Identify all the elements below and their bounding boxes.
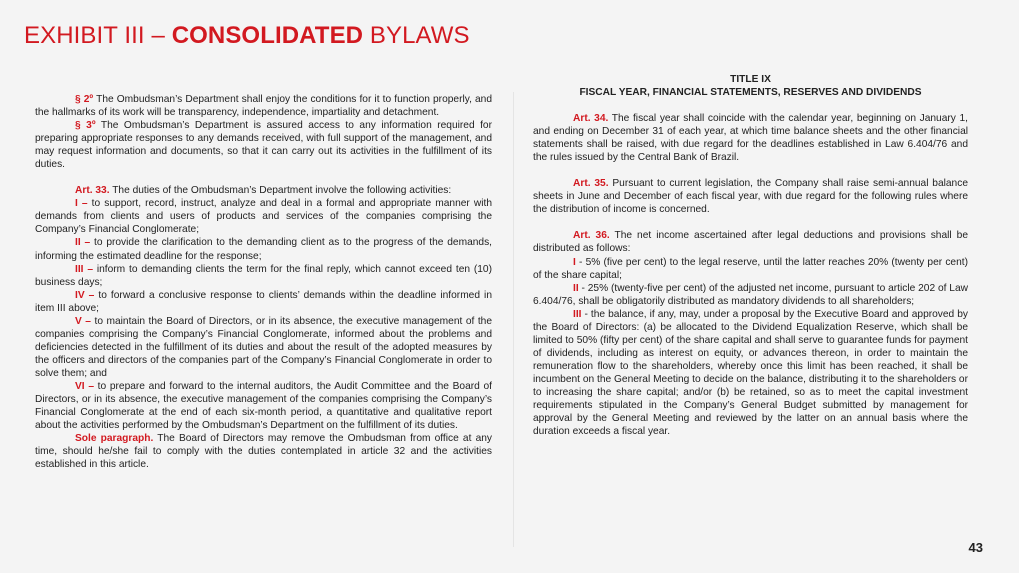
text: The Ombudsman’s Department shall enjoy the conditions for it to function properly, and the hallmarks of its work will be transparency, independence, impartiality and detachment. (35, 94, 493, 119)
item-ii (533, 282, 968, 308)
spacer (533, 99, 968, 112)
title-bold: CONSOLIDATED (171, 22, 364, 49)
spacer (533, 164, 968, 177)
article-35 (533, 177, 968, 216)
label: III – (75, 263, 94, 275)
paragraph-3 (35, 119, 492, 171)
column-divider (513, 92, 514, 547)
text: The fiscal year shall coincide with the calendar year, beginning on January 1, and ending on December 31 of each year, at which time balance sheets and the other financial statements shall be raised, with due regard for the deadlines established in Law 6.404/76 and the rules issued by the Central Bank of Brazil. (533, 113, 968, 164)
item-i (533, 256, 968, 282)
text: to forward a conclusive response to clients’ demands within the deadline informed in item III above; (35, 289, 492, 314)
spacer (35, 171, 492, 184)
text: - 5% (five per cent) to the legal reserve, until the latter reaches 20% (twenty per cent) of the share capital; (533, 256, 968, 281)
item-iii (35, 263, 492, 289)
article-33 (35, 184, 492, 197)
text: The Board of Directors may remove the Ombudsman from office at any time, should he/she fail to comply with the duties contemplated in article 32 and the activities established in this article. (35, 433, 492, 471)
item-iii (533, 308, 968, 438)
item-v (35, 315, 492, 380)
text: The net income ascertained after legal deductions and provisions shall be distributed as follows: (533, 230, 968, 255)
label: I (573, 256, 576, 268)
label: Sole paragraph. (75, 433, 154, 445)
section-subtitle: FISCAL YEAR, FINANCIAL STATEMENTS, RESERVES AND DIVIDENDS (579, 87, 922, 99)
text: The Ombudsman’s Department is assured access to any information required for preparing appropriate responses to any demands received, with full support of the management, and may request information and documents, so that it can carry out its activities in the fulfillment of its duties. (35, 120, 492, 171)
text: to maintain the Board of Directors, or in its absence, the executive management of the companies comprising the Company’s Financial Conglomerate, informed about the problems and deficiencies detected in the fulfillment of its duties and about the result of the adopted measures by the officers and directors of the companies part of the Company’s Financial Conglomerate in order to solve them; and (35, 315, 492, 379)
text: Pursuant to current legislation, the Company shall raise semi-annual balance sheets in June and December of each fiscal year, with due regard for the following rules where the distribution of income is concerned. (533, 178, 968, 216)
section-title: TITLE IX (730, 74, 771, 85)
text: to support, record, instruct, analyze and deal in a formal and appropriate manner with demands from clients and users of products and services of the companies comprising the Company’s Financial Conglomerate; (35, 198, 492, 236)
label: II (573, 282, 579, 294)
label: V – (75, 315, 91, 327)
text: - 25% (twenty-five per cent) of the adjusted net income, pursuant to article 202 of Law 6.404/76, shall be obligatorily distributed as mandatory dividends to all shareholders; (533, 282, 968, 307)
label: I – (75, 198, 88, 210)
page-number: 43 (968, 540, 983, 555)
label: § 2º (75, 94, 94, 105)
label: Art. 33. (75, 185, 110, 197)
label: IV – (75, 289, 95, 301)
label: III (573, 308, 582, 320)
label: Art. 36. (573, 230, 610, 242)
item-vi (35, 380, 492, 432)
spacer (533, 216, 968, 229)
text: to prepare and forward to the internal auditors, the Audit Committee and the Board of Directors, or in its absence, the executive management of the companies comprising the Company’s Financial Conglomerate at the end of each six-month period, a quantitative and qualitative report about the activities performed by the Ombudsman’s Department on the fulfillment of its duties. (35, 380, 492, 432)
item-iv (35, 289, 492, 315)
label: VI – (75, 380, 94, 392)
paragraph-2 (35, 93, 492, 119)
text: - the balance, if any, may, under a proposal by the Executive Board and approved by the Board of Directors: (a) be allocated to the Dividend Equalization Reserve, which shall be limited to 50% (fifty per cent) of the share capital and shall serve to guarantee funds for payment of dividends, including as interest on equity, or advances thereon, in order to maintain the remuneration flow to the shareholders, whereby once this limit has been reached, it shall be incumbent on the General Meeting to decide on the balance, distributing it to the shareholders or to increasing the share capital; and/or (b) be retained, so as to meet the capital investment requirements stipulated in the Company’s General Budget submitted by management for approval by the General Meeting and reviewed by the latter on an annual basis where the duration exceeds a fiscal year. (533, 308, 968, 438)
title-prefix: EXHIBIT III – (24, 22, 172, 49)
label: Art. 35. (573, 178, 609, 190)
text: inform to demanding clients the term for the final reply, which cannot exceed ten (10) business days; (35, 263, 492, 288)
label: Art. 34. (573, 113, 609, 125)
label: II – (75, 237, 91, 249)
article-36 (533, 229, 968, 255)
right-column (533, 73, 968, 438)
page-title (24, 22, 470, 50)
text: to provide the clarification to the demanding client as to the progress of the demands, informing the estimated deadline for the response; (35, 237, 492, 262)
text: The duties of the Ombudsman’s Department involve the following activities: (109, 185, 452, 197)
article-34 (533, 112, 968, 164)
left-column (35, 93, 492, 471)
sole-paragraph (35, 432, 492, 471)
title-suffix: BYLAWS (363, 22, 470, 49)
item-ii (35, 236, 492, 262)
label: § 3º (75, 120, 96, 132)
item-i (35, 197, 492, 236)
